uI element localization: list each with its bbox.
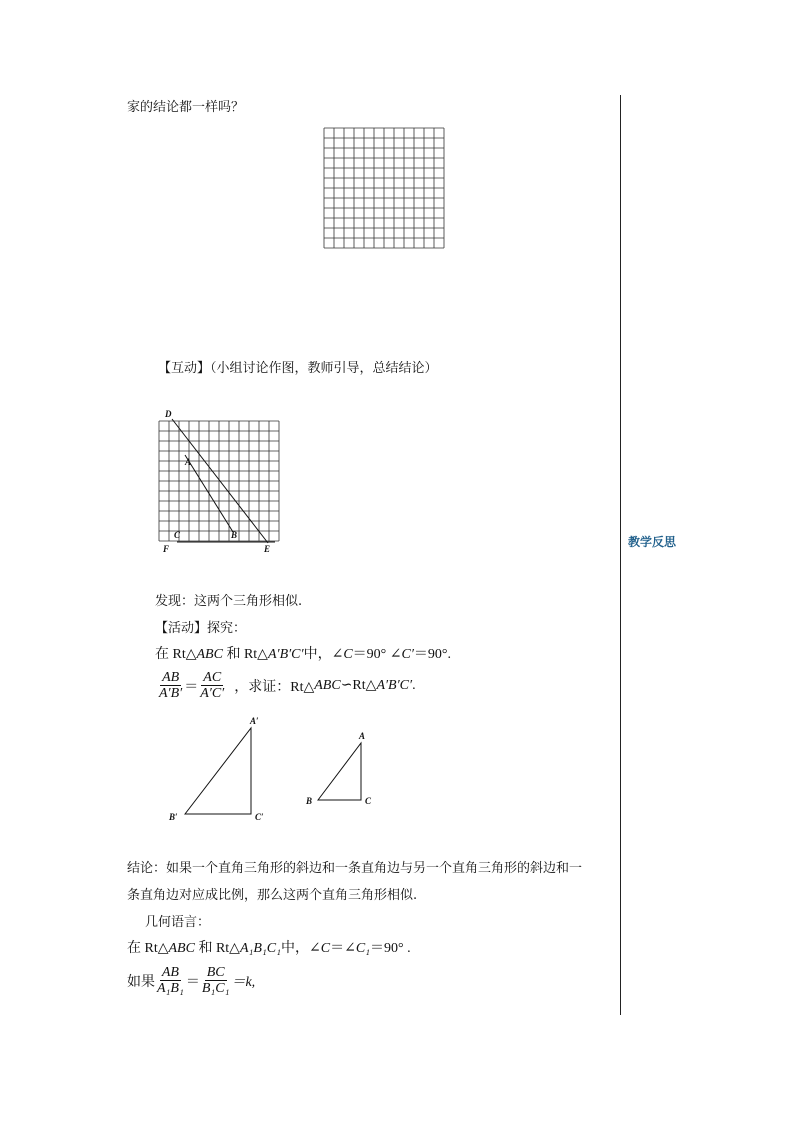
ratio-line: $\frac{AB}{A'B'}$ ＝ $\frac{AC}{A'C'}$ ，求证：Rt△ ABC ∽Rt△ A′B′C′ .: [159, 670, 416, 701]
if-ratio-line: 如果 $\frac{AB}{\text{A₁B₁}}$ ＝ $\frac{BC}{\text{B₁C₁}}$ ＝k,: [127, 965, 256, 996]
label-a: A: [185, 457, 192, 467]
conclusion-line-2: 条直角边对应成比例，那么这两个直角三角形相似.: [127, 888, 418, 903]
intro-line: 家的结论都一样吗？: [127, 100, 245, 115]
label-c: C: [365, 796, 372, 806]
triangle-large: [165, 712, 275, 827]
fraction-ac: $\frac{AC}{A'C'}$: [200, 670, 225, 701]
label-a: A: [359, 731, 366, 741]
label-b-prime: B′: [169, 812, 178, 822]
label-a-prime: A′: [250, 716, 259, 726]
triangle-small: [300, 725, 380, 810]
label-d: D: [165, 409, 172, 419]
interaction-line: 【互动】（小组讨论作图，教师引导，总结结论）: [158, 361, 438, 376]
geometry-given-line: 在 Rt△ABC 和 Rt△A₁B₁C₁中，∠C＝∠C₁＝90° .: [127, 941, 411, 956]
geometry-language-label: 几何语言：: [145, 915, 211, 930]
label-c: C: [174, 530, 181, 540]
finding-line: 发现：这两个三角形相似.: [155, 594, 303, 609]
activity-label: 【活动】探究：: [155, 621, 247, 636]
fraction-ab: $\frac{AB}{A'B'}$: [159, 670, 183, 701]
fraction-bc-b1c1: $\frac{BC}{\text{B₁C₁}}$: [201, 965, 230, 996]
blank-grid: [322, 126, 446, 250]
label-b: B: [306, 796, 313, 806]
label-c-prime: C′: [255, 812, 264, 822]
given-line: 在 Rt△ABC 和 Rt△A′B′C′中，∠C＝90° ∠C′＝90°.: [155, 647, 452, 662]
conclusion-line-1: 结论：如果一个直角三角形的斜边和一条直角边与另一个直角三角形的斜边和一: [127, 861, 583, 876]
similar-triangles-grid: [155, 405, 290, 555]
fraction-ab-a1b1: $\frac{AB}{\text{A₁B₁}}$: [157, 965, 184, 996]
label-f: F: [163, 544, 170, 554]
label-e: E: [264, 544, 271, 554]
teaching-reflection-label: 教学反思: [628, 535, 677, 549]
label-b: B: [231, 530, 238, 540]
sidebar-divider: [620, 95, 621, 1015]
